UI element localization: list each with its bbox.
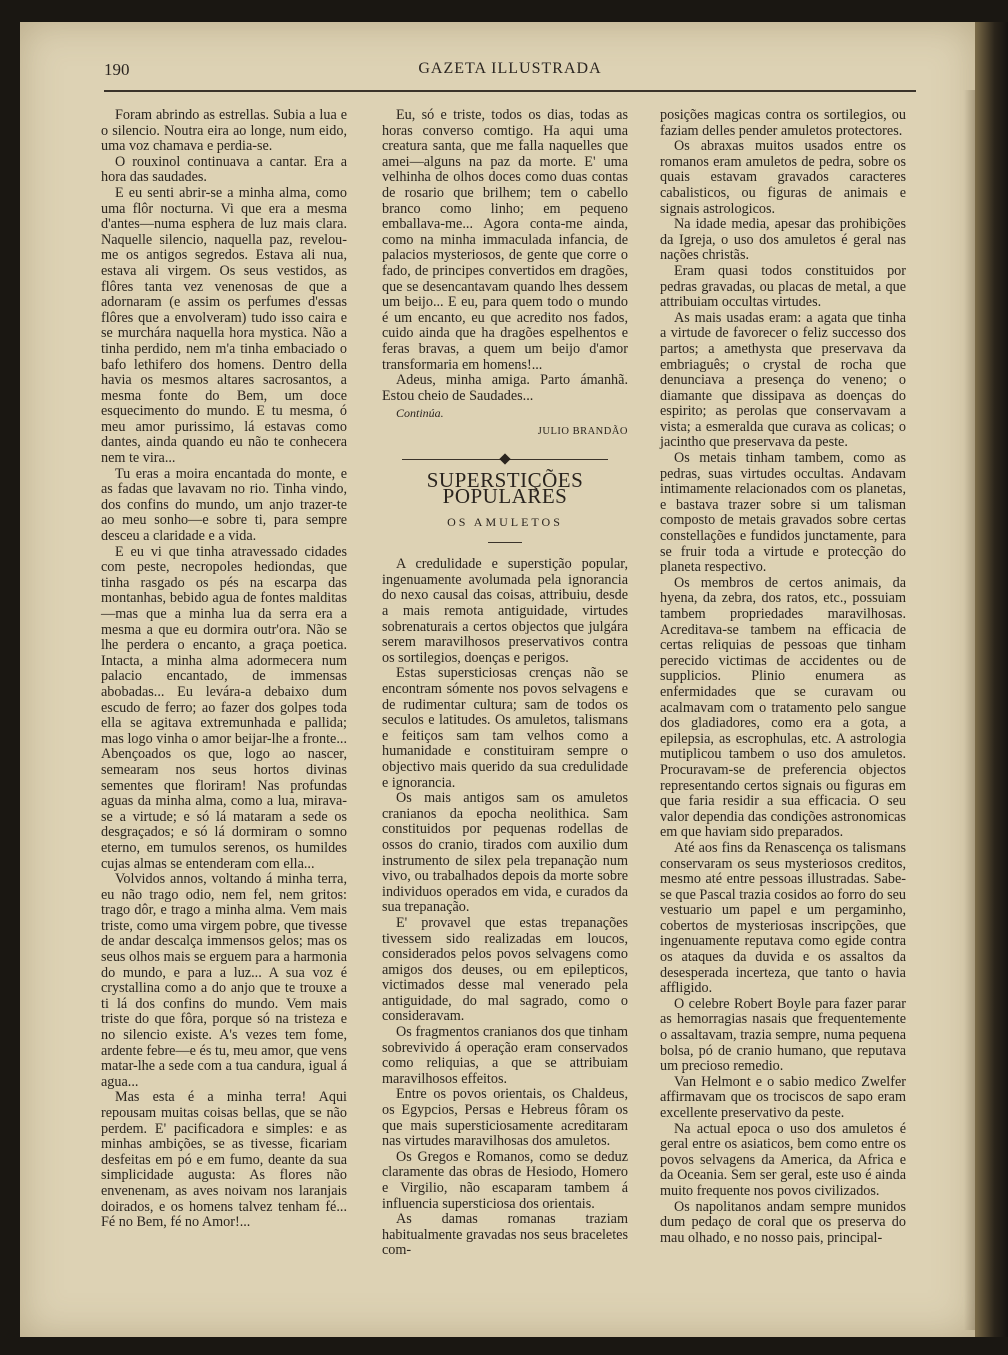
paragraph: Os Gregos e Romanos, como se deduz claramente das obras de Hesiodo, Homero e Virgilio, não escaparam tambem á influencia supersticiosa dos orientais.	[382, 1148, 628, 1212]
paragraph: Van Helmont e o sabio medico Zwelfer affirmavam que os trociscos de sapo eram excellente preservativo da peste.	[660, 1073, 906, 1121]
paragraph: E eu senti abrir-se a minha alma, como uma flôr nocturna. Vi que era a mesma d'antes—numa esphera de luz mais clara. Naquelle silencio, naquella paz, revelou-me os antigos segredos. Estava ali nua, estava ali virgem. Os seus vestidos, as flôres tanta vez venenosas de que a adornaram (e assim os perfumes d'essas flôres que a envolveram) tudo isso caira e se murchára naquella hora mystica. Não a tinha perdido, nem m'a tinha embaciado o bafo lethifero dos homens. Dentro della havia os mesmos altares sacrosantos, a mesma fonte do Bem, um doce esquecimento do mundo. E tu mesma, ó meu amor purissimo, lá estavas como dantes, ainda quando eu não te conhecera nem te vira...	[101, 184, 347, 467]
article-title: SUPERSTIÇÕES POPULARES	[426, 468, 584, 509]
paragraph: Os abraxas muitos usados entre os romanos eram amuletos de pedra, sobre os quais estavam gravados caracteres cabalisticos, ou figuras de animais e signais astrologicos.	[660, 138, 906, 217]
paragraph: Foram abrindo as estrellas. Subia a lua e o silencio. Noutra eira ao longe, num eido, uma voz chamava e perdia-se.	[101, 107, 347, 155]
paragraph: Os metais tinham tambem, como as pedras, suas virtudes occultas. Andavam intimamente relacionados com os planetas, e bastava trazer sobre si um talisman composto de metais gravados sobre certas constellações e fundidos junctamente, para se fruir toda a virtude e protecção do planeta respectivo.	[660, 450, 906, 576]
page-fold-shadow	[964, 90, 975, 1330]
paragraph: A credulidade e superstição popular, ingenuamente avolumada pela ignorancia do nexo causal das coisas, attribuiu, desde a mais remota antiguidade, virtudes sobrenaturais a certos objectos que julgára serem maravilhosos preservativos contra os sortilegios, doenças e perigos.	[382, 556, 628, 666]
paragraph: Tu eras a moira encantada do monte, e as fadas que lavavam no rio. Tinha vindo, dos confins do mundo, um anjo trazer-te ao meu sonho—e sobre ti, para sempre desceu a claridade e a vida.	[101, 465, 347, 545]
paragraph: Na actual epoca o uso dos amuletos é geral entre os asiaticos, bem como entre os povos selvagens da America, da Africa e da Oceania. Sem ser geral, este uso é ainda muito frequente nos povos civilizados.	[660, 1120, 906, 1199]
paragraph: Eu, só e triste, todos os dias, todas as horas converso comtigo. Ha aqui uma creatura santa, que me falla naquelles que amei—alguns na paz da morte. E' uma velhinha de olhos doces como duas contas de rosario que brilhem; tem o cabello branco como linho; em pequeno emballava-me... Agora conta-me ainda, como na minha immaculada infancia, de palacios mysteriosos, de gente que corre o fado, de principes convertidos em dragões, que se desencantavam quando lhes dessem um beijo... E eu, para quem todo o mundo é um encanto, eu que acredito nos fados, cuido ainda que ha dragões espelhentos e feras bravas, a quem um beijo d'amor transformaria em homens!...	[382, 107, 628, 373]
paragraph: Adeus, minha amiga. Parto ámanhã. Estou cheio de Saudades...	[382, 372, 628, 404]
title-rule	[488, 542, 522, 543]
page-number: 190	[104, 60, 130, 79]
paragraph: E eu vi que tinha atravessado cidades com peste, necropoles hediondas, que tinha rasgado os pés na escarpa das montanhas, bebido agua de fontes malditas—mas que a minha lua da serra era a mesma a que eu dormira outr'ora. Não se lhe perdera o encanto, a graça poetica. Intacta, a minha alma adormecera num palacio encantado, de immensas abobadas... Eu levára-a debaixo dum escudo de ferro; ao fazer dos golpes toda ella se agitava extremunhada e pallida; mas logo vinha o amor beijar-lhe a fronte... Abençoados os que, logo ao nascer, semearam nos seus hortos divinas sementes que floriram! Nas profundas aguas da minha alma, como a lua, mirava-se a virtude; e só lá mataram a sede os desgraçados; e só lá dormiram o somno eterno, em tumulos serenos, os humildes cujas almas se entenderam com ella...	[101, 543, 347, 872]
column-3	[660, 108, 906, 1246]
column-1	[101, 108, 347, 1231]
paragraph: Os napolitanos andam sempre munidos dum pedaço de coral que os preserva do mau olhado, e no nosso pais, principal-	[660, 1198, 906, 1246]
paragraph: Os fragmentos cranianos dos que tinham sobrevivido á operação eram conservados como reliquias, a que se attribuiam maravilhosos effeitos.	[382, 1024, 628, 1087]
paragraph: Na idade media, apesar das prohibições da Igreja, o uso dos amuletos é geral nas nações christãs.	[660, 216, 906, 264]
page-header	[104, 58, 916, 86]
paragraph: Mas esta é a minha terra! Aqui repousam muitas coisas bellas, que se não perdem. E' pacificadora e simples: e as minhas ambições, se as tivesse, ficariam desfeitas em pó e em fumo, deante da sua simplicidade augusta: As flores não envenenam, as aves noivam nos laranjais doirados, e os homens talvez tenham fé... Fé no Bem, fé no Amor!...	[101, 1089, 347, 1231]
running-title: GAZETA ILLUSTRADA	[418, 60, 602, 77]
column-2	[382, 108, 628, 1259]
paragraph: Eram quasi todos constituidos por pedras gravadas, ou placas de metal, a que attribuiam occultas virtudes.	[660, 262, 906, 311]
paragraph: As mais usadas eram: a agata que tinha a virtude de favorecer o feliz successo dos partos; a amethysta que preservava da embriaguês; o crystal de rocha que denunciava a presença do veneno; o diamante que dissipava as doenças do espirito; as perolas que conservavam a vista; a esmeralda que curava as colicas; o jacintho que preservava da peste.	[660, 309, 906, 451]
paragraph: O rouxinol continuava a cantar. Era a hora das saudades.	[101, 153, 347, 186]
paragraph: Os mais antigos sam os amuletos cranianos da epocha neolithica. Sam constituidos por pequenas rodellas de ossos do cranio, tirados com auxilio dum instrumento de silex pela trepanação num vivo, ou trabalhados depois da morte sobre individuos operados em vida, e curados da sua trepanação.	[382, 790, 628, 916]
paragraph: E' provavel que estas trepanações tivessem sido realizadas em loucos, considerados pelos povos selvagens como amigos dos deuses, ou em epilepticos, victimados desse mal venerado pela antiguidade, do mal sagrado, como o consideravam.	[382, 914, 628, 1025]
author-signature: JULIO BRANDÃO	[537, 425, 628, 437]
header-rule	[104, 90, 916, 92]
article-subtitle: OS AMULETOS	[447, 514, 563, 529]
continued-note: Continúa.	[396, 406, 444, 421]
paragraph: As damas romanas traziam habitualmente gravadas nos seus braceletes com-	[382, 1211, 628, 1259]
paragraph: Estas supersticiosas crenças não se encontram sómente nos povos selvagens e de rudimentar cultura; sam de todos os seculos e latitudes. Os amuletos, talismans e feitiços sam tam velhos como a humanidade e constituiram sempre o objectivo mais querido da sua credulidade e ignorancia.	[382, 665, 628, 791]
paragraph: posições magicas contra os sortilegios, ou faziam delles pender amuletos protectores.	[660, 107, 906, 139]
divider-ornament	[499, 454, 510, 465]
paragraph: Volvidos annos, voltando á minha terra, eu não trago odio, nem fel, nem gritos: trago dôr, e trago a minha alma. Vem mais triste, como uma virgem pobre, que tivesse de andar descalça immensos gelos; mas os seus olhos mais se erguem para a harmonia do mundo, e para a luz... A sua voz é crystallina como a do anjo que te trouxe a ti lá dos confins do mundo. Vem mais triste do que fôra, porque só na tristeza e no silencio existe. A's vezes tem fome, ardente febre—e és tu, meu amor, que vens matar-lhe a sede com a tua candura, igual á agua...	[101, 871, 347, 1090]
paragraph: Entre os povos orientais, os Chaldeus, os Egypcios, Persas e Hebreus fôram os que mais supersticiosamente acreditaram nas virtudes maravilhosas dos amuletos.	[382, 1086, 628, 1150]
paragraph: O celebre Robert Boyle para fazer parar as hemorragias nasais que frequentemente o assaltavam, trazia sempre, numa pequena bolsa, pó de cranio humano, que reputava um precioso remedio.	[660, 995, 906, 1075]
paragraph: Até aos fins da Renascença os talismans conservaram os seus mysteriosos creditos, mesmo até entre pessoas illustradas. Sabe-se que Pascal trazia cosidos ao forro do seu vestuario um papel e um pergaminho, cobertos de mysteriosas inscripções, que ingenuamente reputava como egide contra os ataques da duvida e os assaltos da desesperada incerteza, que tanto o havia affligido.	[660, 839, 906, 997]
adjacent-page-edge	[975, 22, 1008, 1337]
section-divider	[402, 453, 608, 467]
paragraph: Os membros de certos animais, da hyena, da zebra, dos ratos, etc., possuiam tambem propriedades maravilhosas. Acreditava-se tambem na efficacia de certas reliquias de pessoas que tinham perecido victimas de accidentes ou de supplicios. Plinio enumera as enfermidades que se curavam ou acalmavam com o tratamento pelo sangue dos gladiadores, como era a gota, a epilepsia, as escrophulas, etc. A astrologia mutiplicou tambem o uso dos amuletos. Procuravam-se de preferencia objectos representando certos signais ou figuras em que faria residir a sua efficacia. O seu valor dependia das condições astronomicas em que haviam sido preparados.	[660, 574, 906, 841]
